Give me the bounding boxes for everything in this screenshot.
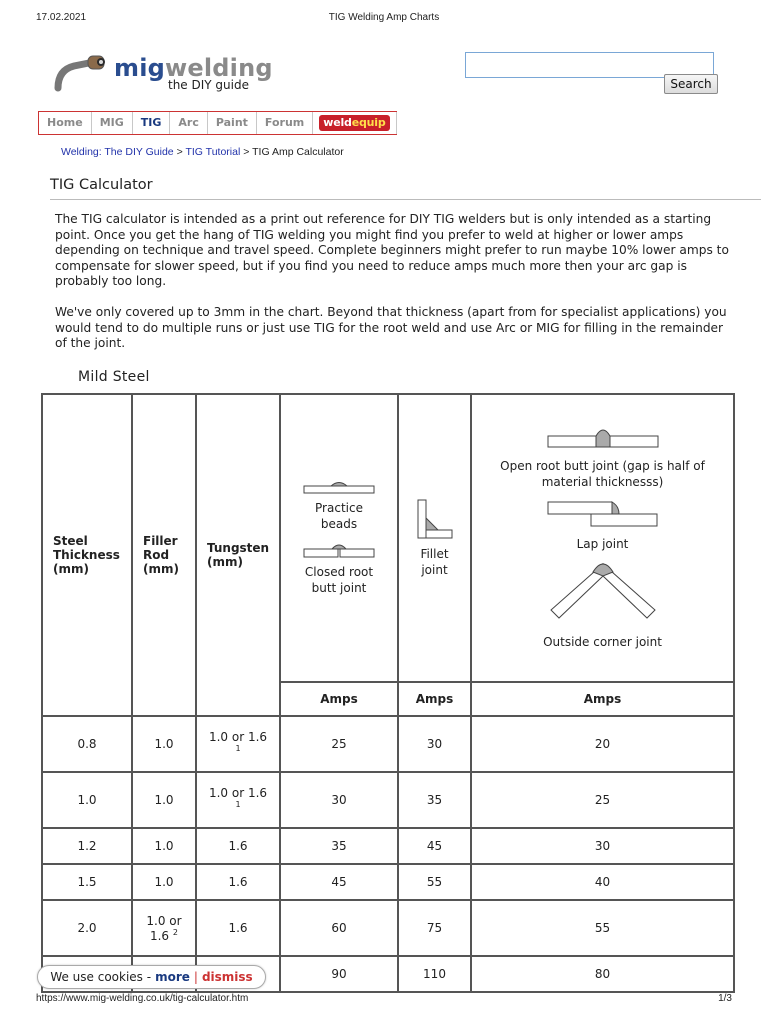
cookie-text: We use cookies - xyxy=(50,970,152,984)
header-practice-closed-root xyxy=(280,394,398,682)
nav-item-tig[interactable]: TIG xyxy=(133,112,171,134)
tungsten-value: 1.0 or 1.6 xyxy=(208,785,268,800)
cell-fillet-amps: 55 xyxy=(398,864,471,900)
practice-bead-icon xyxy=(303,480,375,494)
amps-header-open: Amps xyxy=(471,682,734,716)
cell-thickness: 0.8 xyxy=(42,716,132,772)
nav-item-arc[interactable]: Arc xyxy=(170,112,207,134)
header-filler-rod xyxy=(132,394,196,716)
breadcrumb-link-home[interactable]: Welding: The DIY Guide xyxy=(61,146,174,158)
cell-tungsten: 1.6 xyxy=(196,864,280,900)
cell-fillet-amps: 30 xyxy=(398,716,471,772)
amps-table xyxy=(41,393,735,993)
cell-filler: 1.0 xyxy=(132,716,196,772)
table-row xyxy=(42,772,734,828)
tungsten-value: 1.0 or 1.6 xyxy=(208,729,268,744)
cell-thickness: 2.0 xyxy=(42,900,132,956)
cookie-separator: | xyxy=(193,970,198,984)
lap-joint-caption: Lap joint xyxy=(576,537,629,551)
cell-thickness: 1.2 xyxy=(42,828,132,864)
open-root-butt-joint-icon xyxy=(547,426,659,448)
fillet-joint-caption: Fillet joint xyxy=(420,547,449,577)
filler-value-2: 1.6 xyxy=(149,928,170,943)
nav-item-forum[interactable]: Forum xyxy=(257,112,313,134)
cell-fillet-amps: 110 xyxy=(398,956,471,992)
header-steel-thickness xyxy=(42,394,132,716)
amps-header-fillet: Amps xyxy=(398,682,471,716)
site-logo[interactable] xyxy=(54,54,284,98)
intro-paragraph: The TIG calculator is intended as a print out reference for DIY TIG welders but is only intended as a starting point. Once you get the hang of TIG welding you might find you prefer to weld at higher or lower amps depending on technique and travel speed. Complete beginners might prefer to run maybe 10% lower amps to compensate for slower speed, but if you find you need to reduce amps much more then your arc gap is probably too long. xyxy=(55,212,729,289)
nav-item-weldequip[interactable] xyxy=(313,112,396,134)
filler-value: 1.0 or xyxy=(146,913,182,928)
coverage-paragraph: We've only covered up to 3mm in the chart. Beyond that thickness (apart from for specialist applications) you would tend to do multiple runs or just use TIG for the root weld and use Arc or MIG for filling in the remainder of the joint. xyxy=(55,305,727,351)
print-page-number: 1/3 xyxy=(718,993,732,1004)
outside-corner-joint-caption: Outside corner joint xyxy=(543,635,662,649)
open-root-butt-joint-caption: Open root butt joint (gap is half of material thicknesss) xyxy=(500,459,705,489)
header-text: Tungsten xyxy=(207,541,270,555)
cell-tungsten xyxy=(196,716,280,772)
logo-tagline: the DIY guide xyxy=(168,78,249,92)
print-url: https://www.mig-welding.co.uk/tig-calculator.htm xyxy=(36,993,249,1004)
print-title: TIG Welding Amp Charts xyxy=(328,12,440,23)
amps-header-practice: Amps xyxy=(280,682,398,716)
practice-beads-caption: Practice beads xyxy=(315,501,363,531)
cell-practice-amps: 45 xyxy=(280,864,398,900)
logo-name-gray: welding xyxy=(165,54,273,82)
fillet-joint-icon xyxy=(416,498,454,540)
breadcrumb-link-tig-tutorial[interactable]: TIG Tutorial xyxy=(185,146,241,158)
cell-tungsten xyxy=(196,772,280,828)
cell-open-amps: 25 xyxy=(471,772,734,828)
cookie-more-link[interactable]: more xyxy=(155,970,190,984)
section-heading: Mild Steel xyxy=(78,369,150,385)
print-date: 17.02.2021 xyxy=(36,12,87,23)
weldequip-logo-a: weld xyxy=(323,116,352,129)
cell-practice-amps: 60 xyxy=(280,900,398,956)
breadcrumb-separator: > xyxy=(243,146,250,158)
lap-joint-icon xyxy=(547,498,659,532)
breadcrumb xyxy=(61,146,344,158)
header-tungsten xyxy=(196,394,280,716)
table-row xyxy=(42,900,734,956)
nav-item-home[interactable]: Home xyxy=(39,112,92,134)
header-text: (mm) xyxy=(53,562,89,576)
header-text: (mm) xyxy=(143,562,179,576)
cell-fillet-amps: 45 xyxy=(398,828,471,864)
logo-name-blue: mig xyxy=(114,54,166,82)
cell-thickness: 1.0 xyxy=(42,772,132,828)
nav-item-paint[interactable]: Paint xyxy=(208,112,257,134)
header-text: (mm) xyxy=(207,555,243,569)
table-row xyxy=(42,864,734,900)
mig-torch-icon xyxy=(54,54,112,94)
table-row xyxy=(42,716,734,772)
cell-fillet-amps: 35 xyxy=(398,772,471,828)
main-nav xyxy=(38,111,397,135)
header-text: Thickness xyxy=(53,548,120,562)
header-text: Steel xyxy=(53,534,88,548)
cell-open-amps: 80 xyxy=(471,956,734,992)
cookie-banner xyxy=(37,965,266,989)
closed-root-butt-joint-caption: Closed root butt joint xyxy=(304,565,374,595)
cell-fillet-amps: 75 xyxy=(398,900,471,956)
page-title: TIG Calculator xyxy=(50,177,761,200)
nav-item-mig[interactable]: MIG xyxy=(92,112,133,134)
cell-open-amps: 40 xyxy=(471,864,734,900)
cell-open-amps: 55 xyxy=(471,900,734,956)
cell-tungsten: 1.6 xyxy=(196,828,280,864)
closed-root-butt-joint-icon xyxy=(303,542,375,558)
cell-thickness: 1.5 xyxy=(42,864,132,900)
cell-filler xyxy=(132,900,196,956)
cell-practice-amps: 35 xyxy=(280,828,398,864)
table-row xyxy=(42,828,734,864)
header-text: Filler xyxy=(143,534,178,548)
footnote-ref: 1 xyxy=(235,743,241,753)
cell-practice-amps: 90 xyxy=(280,956,398,992)
cell-filler: 1.0 xyxy=(132,772,196,828)
cell-practice-amps: 30 xyxy=(280,772,398,828)
cell-open-amps: 20 xyxy=(471,716,734,772)
footnote-ref: 1 xyxy=(235,799,241,809)
weldequip-logo-b: equip xyxy=(351,116,386,129)
cell-open-amps: 30 xyxy=(471,828,734,864)
cell-filler: 1.0 xyxy=(132,828,196,864)
header-fillet-joint xyxy=(398,394,471,682)
footnote-ref: 2 xyxy=(172,927,178,937)
search-button[interactable]: Search xyxy=(664,74,718,94)
weldequip-logo xyxy=(319,115,389,131)
cell-filler: 1.0 xyxy=(132,864,196,900)
cell-tungsten: 1.6 xyxy=(196,900,280,956)
header-text: Rod xyxy=(143,548,170,562)
outside-corner-joint-icon xyxy=(547,558,659,622)
breadcrumb-current: TIG Amp Calculator xyxy=(252,146,344,158)
cell-practice-amps: 25 xyxy=(280,716,398,772)
header-open-lap-corner xyxy=(471,394,734,682)
cookie-dismiss-button[interactable]: dismiss xyxy=(201,970,253,984)
breadcrumb-separator: > xyxy=(176,146,183,158)
